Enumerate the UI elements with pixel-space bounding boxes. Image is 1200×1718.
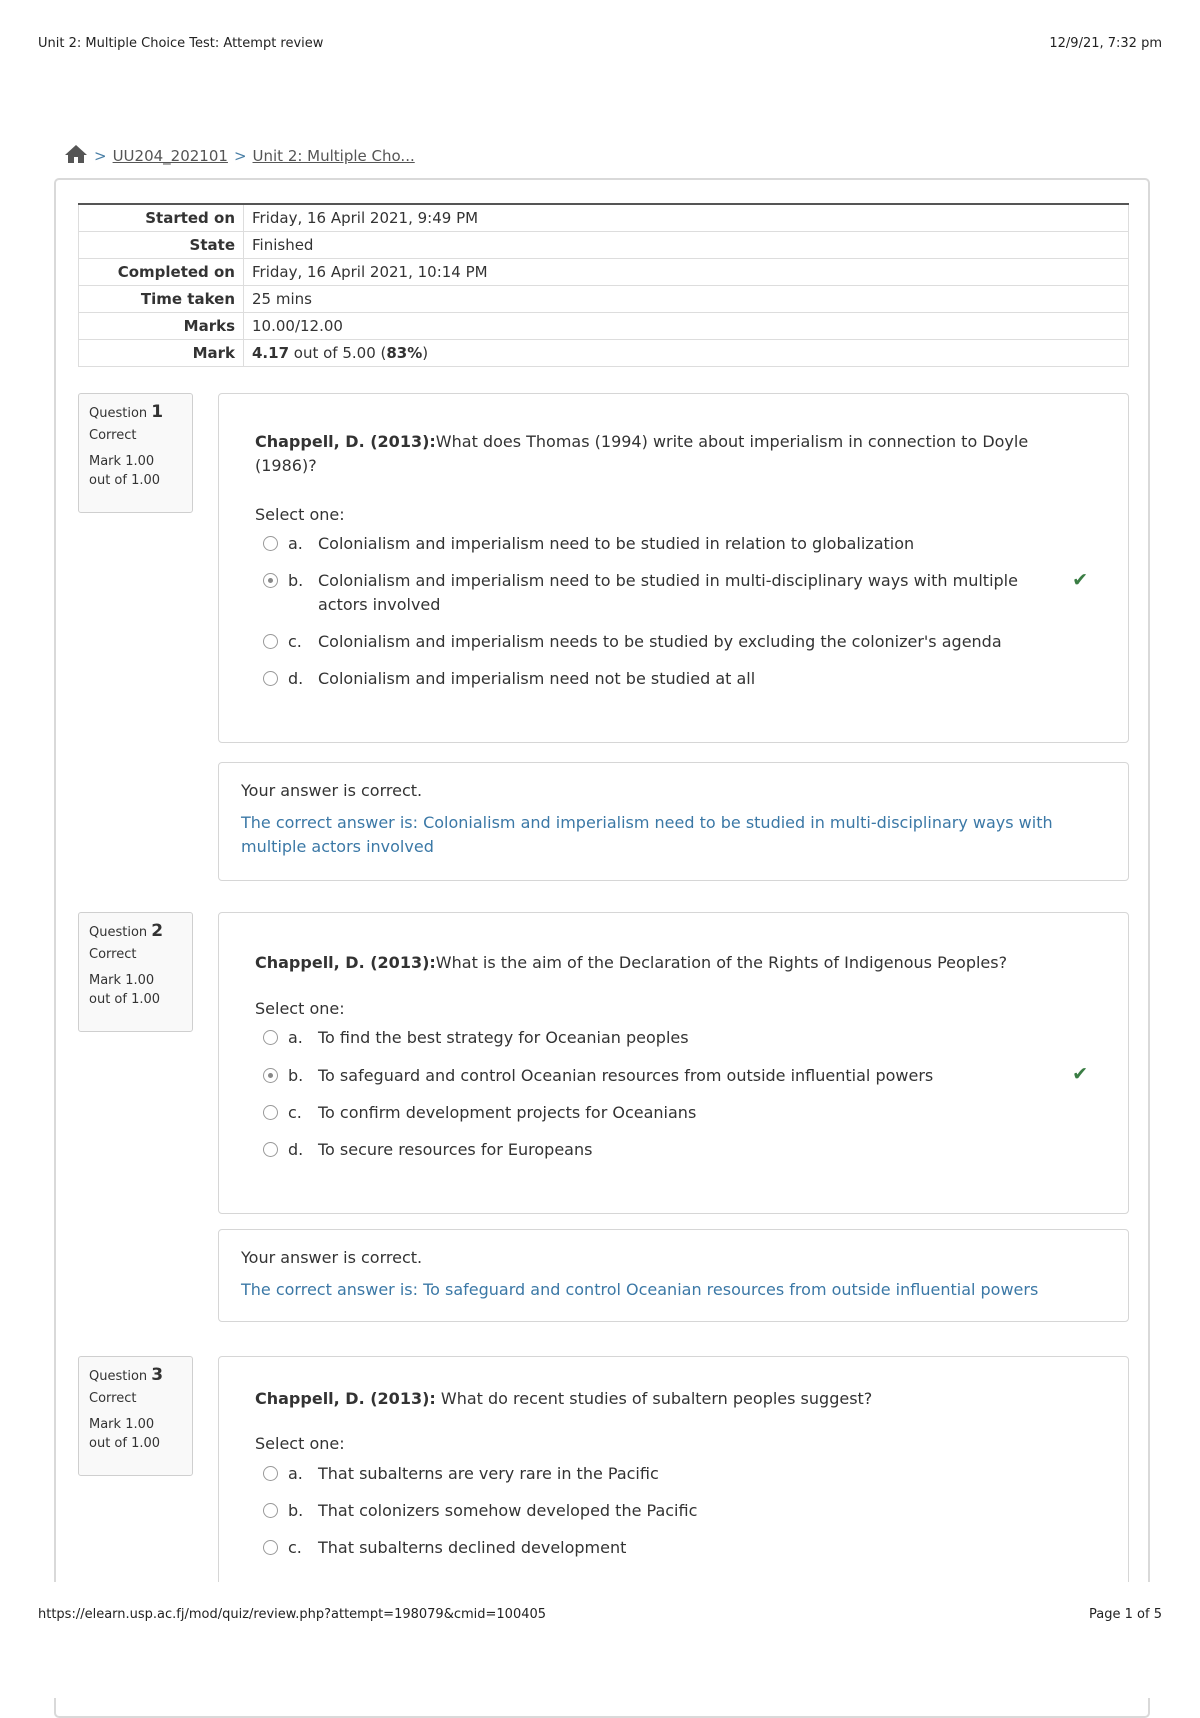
question-state: Correct xyxy=(89,1391,137,1406)
question-out-of: out of 1.00 xyxy=(89,991,161,1007)
radio-button[interactable] xyxy=(263,1142,278,1157)
radio-button[interactable] xyxy=(263,1540,278,1555)
mark-out-of: out of 5.00 ( xyxy=(293,344,387,362)
summary-label: Completed on xyxy=(79,259,244,286)
option-text: To secure resources for Europeans xyxy=(318,1140,593,1159)
question-info-2 xyxy=(78,912,193,1032)
question-out-of: out of 1.00 xyxy=(89,1435,161,1451)
option-letter: a. xyxy=(288,1464,303,1483)
question-mark: Mark 1.00 xyxy=(89,454,155,469)
mark-grade: 4.17 xyxy=(252,344,290,362)
option-letter: c. xyxy=(288,1538,302,1557)
correct-answer: The correct answer is: Colonialism and imperialism need to be studied in multi-disciplinary ways with multiple actors involved xyxy=(241,813,1053,856)
print-url: https://elearn.usp.ac.fj/mod/quiz/review.php?attempt=198079&cmid=100405 xyxy=(38,1607,547,1622)
answer-option[interactable] xyxy=(263,1499,1048,1523)
summary-value: Friday, 16 April 2021, 10:14 PM xyxy=(244,259,1129,286)
radio-button[interactable] xyxy=(263,1466,278,1481)
select-one-prompt: Select one: xyxy=(255,505,345,524)
question-out-of: out of 1.00 xyxy=(89,472,161,488)
summary-label: Started on xyxy=(79,204,244,232)
question-state: Correct xyxy=(89,428,137,443)
mark-percent: 83% xyxy=(386,344,423,362)
breadcrumb-course-link[interactable]: UU204_202101 xyxy=(112,147,228,165)
question-info-3 xyxy=(78,1356,193,1476)
radio-button[interactable] xyxy=(263,671,278,686)
radio-button[interactable] xyxy=(263,536,278,551)
answer-option-selected[interactable] xyxy=(263,569,1048,617)
select-one-prompt: Select one: xyxy=(255,999,345,1018)
question-text xyxy=(255,430,1058,478)
summary-value: 25 mins xyxy=(244,286,1129,313)
question-mark: Mark 1.00 xyxy=(89,1417,155,1432)
question-label: Question xyxy=(89,1369,148,1384)
summary-value: Finished xyxy=(244,232,1129,259)
option-text: Colonialism and imperialism needs to be studied by excluding the colonizer's agenda xyxy=(318,632,1002,651)
print-page-number: Page 1 of 5 xyxy=(1089,1607,1162,1622)
breadcrumb-quiz-link[interactable]: Unit 2: Multiple Cho... xyxy=(252,147,415,165)
question-number: 1 xyxy=(151,402,164,422)
option-letter: a. xyxy=(288,1028,303,1047)
question-source: Chappell, D. (2013): xyxy=(255,432,436,451)
question-body: What does Thomas (1994) write about imperialism in connection to Doyle (1986)? xyxy=(255,432,1029,475)
attempt-summary-table xyxy=(78,203,1129,367)
feedback-box-1 xyxy=(218,762,1129,881)
answer-option[interactable] xyxy=(263,1138,1048,1162)
check-icon: ✔ xyxy=(1072,569,1088,591)
question-box-2 xyxy=(218,912,1129,1214)
answer-option[interactable] xyxy=(263,630,1048,654)
question-mark: Mark 1.00 xyxy=(89,973,155,988)
question-text xyxy=(255,951,1058,975)
radio-button[interactable] xyxy=(263,634,278,649)
radio-button[interactable] xyxy=(263,1503,278,1518)
print-header xyxy=(38,36,1162,51)
question-source: Chappell, D. (2013): xyxy=(255,953,436,972)
summary-label: Time taken xyxy=(79,286,244,313)
question-number: 3 xyxy=(151,1365,164,1385)
feedback-correct: Your answer is correct. xyxy=(241,1248,423,1267)
summary-row xyxy=(79,313,1129,340)
option-letter: c. xyxy=(288,1103,302,1122)
radio-button-checked[interactable] xyxy=(263,1068,278,1083)
summary-label: Marks xyxy=(79,313,244,340)
breadcrumb-separator: > xyxy=(233,147,247,165)
option-letter: d. xyxy=(288,1140,304,1159)
check-icon: ✔ xyxy=(1072,1063,1088,1085)
option-letter: d. xyxy=(288,669,304,688)
option-text: Colonialism and imperialism need not be studied at all xyxy=(318,669,756,688)
page-break-mask xyxy=(0,1582,1200,1698)
summary-value: Friday, 16 April 2021, 9:49 PM xyxy=(244,204,1129,232)
option-letter: c. xyxy=(288,632,302,651)
option-letter: b. xyxy=(288,571,304,590)
summary-label: Mark xyxy=(79,340,244,367)
answer-option-selected[interactable] xyxy=(263,1064,1048,1088)
summary-row xyxy=(79,204,1129,232)
radio-button-checked[interactable] xyxy=(263,573,278,588)
summary-row xyxy=(79,232,1129,259)
correct-answer: The correct answer is: To safeguard and control Oceanian resources from outside influential powers xyxy=(241,1280,1039,1299)
option-text: To find the best strategy for Oceanian peoples xyxy=(318,1028,689,1047)
radio-button[interactable] xyxy=(263,1105,278,1120)
question-label: Question xyxy=(89,406,148,421)
question-label: Question xyxy=(89,925,148,940)
select-one-prompt: Select one: xyxy=(255,1434,345,1453)
option-text: That subalterns are very rare in the Pacific xyxy=(318,1464,659,1483)
print-footer xyxy=(38,1607,1162,1622)
question-body: What is the aim of the Declaration of the Rights of Indigenous Peoples? xyxy=(435,953,1008,972)
print-datetime: 12/9/21, 7:32 pm xyxy=(1049,36,1162,51)
breadcrumb-separator: > xyxy=(94,147,107,165)
summary-value: 10.00/12.00 xyxy=(244,313,1129,340)
question-state: Correct xyxy=(89,947,137,962)
option-text: Colonialism and imperialism need to be studied in relation to globalization xyxy=(318,534,915,553)
summary-row-mark xyxy=(79,340,1129,367)
summary-label: State xyxy=(79,232,244,259)
question-source: Chappell, D. (2013): xyxy=(255,1389,436,1408)
answer-option[interactable] xyxy=(263,1026,1048,1050)
radio-button[interactable] xyxy=(263,1030,278,1045)
question-info-1 xyxy=(78,393,193,513)
home-icon[interactable] xyxy=(64,144,88,168)
option-text: Colonialism and imperialism need to be studied in multi-disciplinary ways with multiple actors involved xyxy=(318,571,1018,614)
answer-option[interactable] xyxy=(263,532,1048,556)
question-number: 2 xyxy=(151,921,164,941)
question-body: What do recent studies of subaltern peoples suggest? xyxy=(435,1389,873,1408)
breadcrumb xyxy=(64,144,415,168)
mark-close: ) xyxy=(422,344,429,362)
option-text: That colonizers somehow developed the Pacific xyxy=(318,1501,698,1520)
answer-option[interactable] xyxy=(263,667,1048,691)
option-letter: b. xyxy=(288,1501,304,1520)
answer-option[interactable] xyxy=(263,1536,1048,1560)
answer-option[interactable] xyxy=(263,1462,1048,1486)
question-box-1 xyxy=(218,393,1129,743)
option-text: That subalterns declined development xyxy=(318,1538,627,1557)
feedback-correct: Your answer is correct. xyxy=(241,781,423,800)
summary-row xyxy=(79,286,1129,313)
question-text xyxy=(255,1387,1058,1411)
print-title: Unit 2: Multiple Choice Test: Attempt review xyxy=(38,36,324,51)
option-text: To confirm development projects for Oceanians xyxy=(318,1103,697,1122)
option-text: To safeguard and control Oceanian resources from outside influential powers xyxy=(318,1066,934,1085)
feedback-box-2 xyxy=(218,1229,1129,1322)
answer-option[interactable] xyxy=(263,1101,1048,1125)
option-letter: a. xyxy=(288,534,303,553)
summary-row xyxy=(79,259,1129,286)
summary-mark-value xyxy=(244,340,1129,367)
option-letter: b. xyxy=(288,1066,304,1085)
